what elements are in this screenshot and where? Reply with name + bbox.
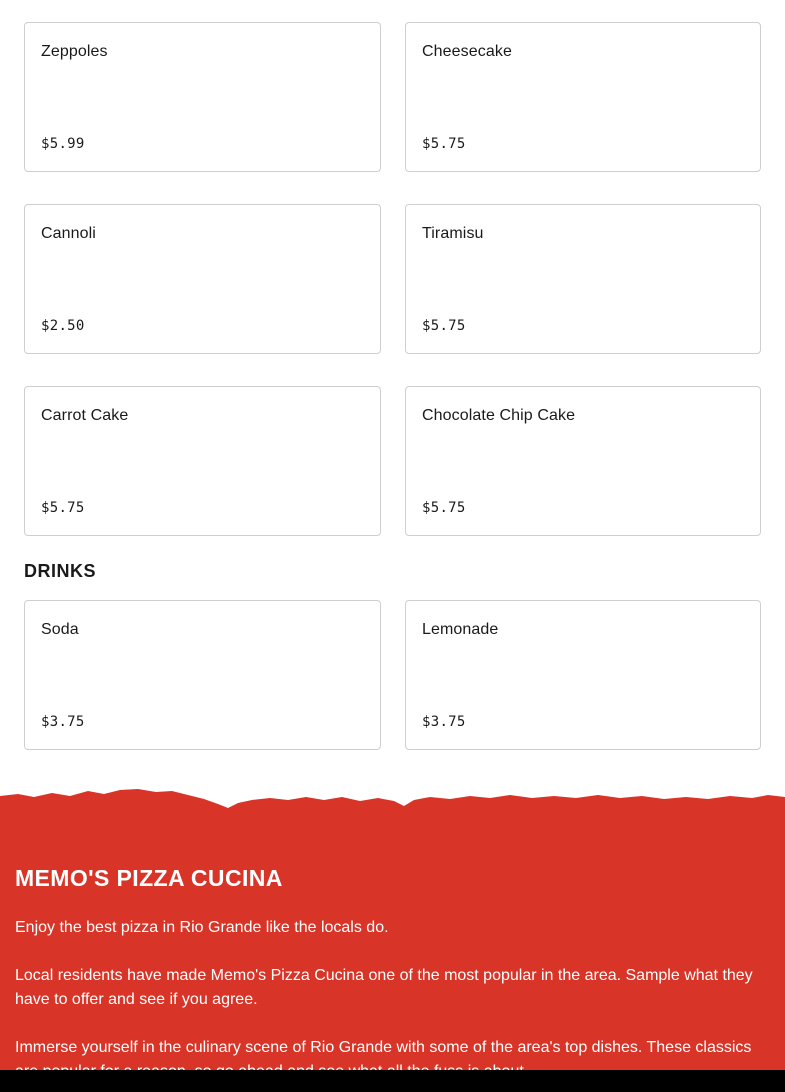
restaurant-footer	[0, 788, 785, 1092]
menu-item-name: Lemonade	[422, 621, 499, 638]
bottom-sticky-bar	[0, 1070, 785, 1092]
footer-description: Local residents have made Memo's Pizza Cucina one of the most popular in the area. Sample what they have to offer and see if you agree.	[15, 967, 753, 1008]
menu-item-name: Cheesecake	[422, 43, 512, 60]
menu-item-price: $2.50	[41, 318, 85, 334]
menu-item-card-tiramisu[interactable]	[405, 204, 761, 354]
drinks-section-title: DRINKS	[24, 561, 97, 581]
menu-item-price: $5.75	[41, 500, 85, 516]
menu-item-price: $5.75	[422, 318, 466, 334]
menu-item-card-cheesecake[interactable]	[405, 22, 761, 172]
menu-item-card-lemonade[interactable]	[405, 600, 761, 750]
menu-item-price: $3.75	[422, 714, 466, 730]
footer-description-2: Immerse yourself in the culinary scene of Rio Grande with some of the area's top dishes. These classics	[15, 1039, 752, 1056]
menu-item-card-zeppoles[interactable]	[24, 22, 381, 172]
menu-item-price: $5.75	[422, 500, 466, 516]
menu-item-name: Carrot Cake	[41, 407, 129, 424]
menu-item-name: Soda	[41, 621, 79, 638]
desserts-menu-grid	[24, 22, 761, 536]
footer-tagline: Enjoy the best pizza in Rio Grande like the locals do.	[15, 919, 389, 936]
menu-item-card-soda[interactable]	[24, 600, 381, 750]
menu-item-price: $5.75	[422, 136, 466, 152]
menu-item-name: Zeppoles	[41, 43, 108, 60]
menu-item-price: $5.99	[41, 136, 85, 152]
menu-item-card-chocolate-chip-cake[interactable]	[405, 386, 761, 536]
footer-restaurant-name: MEMO'S PIZZA CUCINA	[15, 865, 283, 891]
menu-item-name: Cannoli	[41, 225, 96, 242]
menu-item-name: Chocolate Chip Cake	[422, 407, 576, 424]
menu-item-name: Tiramisu	[422, 225, 484, 242]
menu-item-price: $3.75	[41, 714, 85, 730]
menu-item-card-cannoli[interactable]	[24, 204, 381, 354]
drinks-menu-grid	[24, 600, 761, 750]
menu-item-card-carrot-cake[interactable]	[24, 386, 381, 536]
